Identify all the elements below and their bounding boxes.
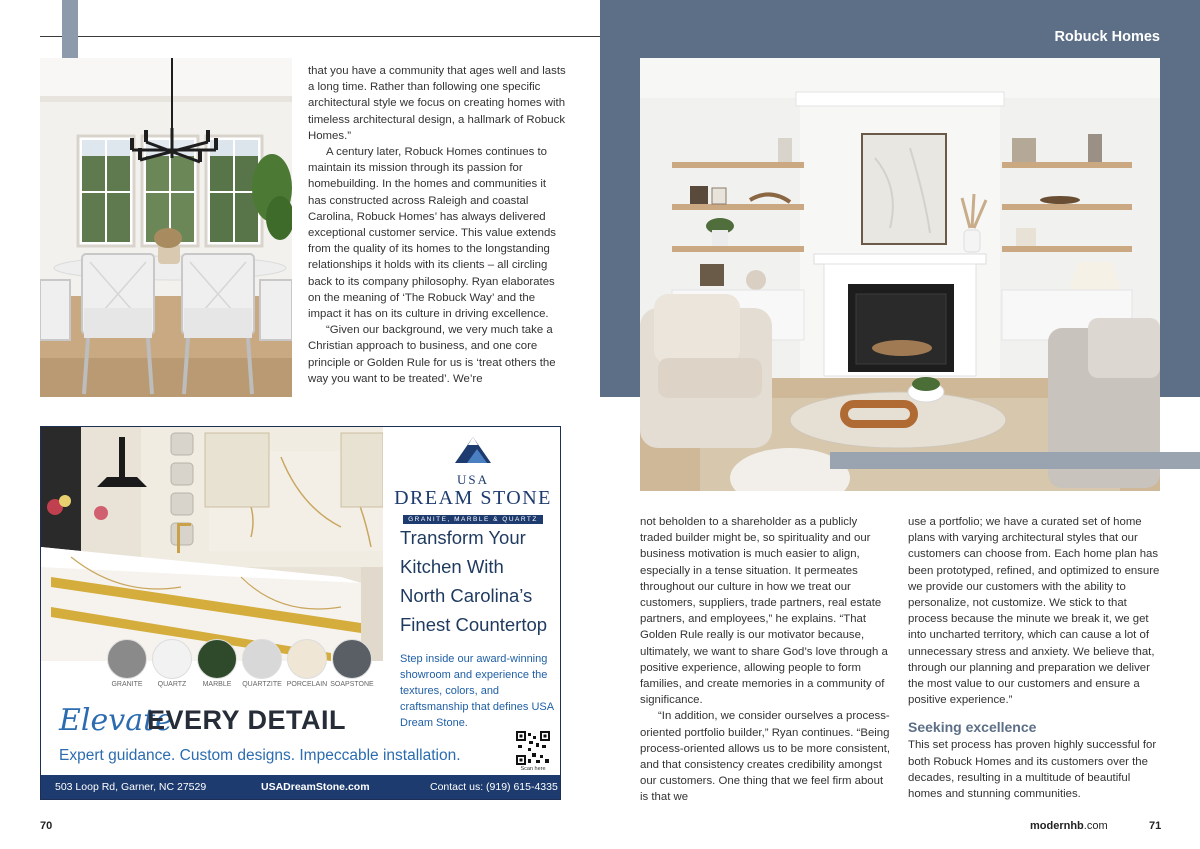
ad-blurb: Step inside our award-winning showroom and experience the textures, colors, and craftsmanship that defines USA Dream Stone. [400,653,554,729]
swatch-label: PORCELAIN [286,681,328,688]
article-column-b [640,514,892,806]
usa-dream-stone-ad[interactable] [40,426,561,800]
swatch-quartz [152,639,192,679]
living-room-photo [640,58,1160,491]
ad-contact[interactable]: Contact us: (919) 615-4335 [430,781,558,793]
swatch-label: SOAPSTONE [330,681,374,688]
mountain-logo-icon [453,435,493,465]
accent-bar-right [830,452,1200,469]
ad-footer-bar [41,775,560,799]
paragraph: “In addition, we consider ourselves a process-oriented portfolio builder,” Ryan continues. “Being process-oriented allows us to be more consistent, and that consistency creates credibility amongst our customers. One thing that we feel firm about is that we [640,710,891,804]
dining-room-photo [40,58,292,397]
paragraph: A century later, Robuck Homes continues to maintain its mission through its passion for homebuilding. In the homes and communities it has constructed across Raleigh and coastal Carolina, Robuck Homes’ has always delivered exceptional customer service. This value extends from the quality of its homes to the longstanding relationships it holds with its clients – all circling back to its company philosophy. Ryan elaborates on the meaning of ‘The Robuck Way’ and the impact it has on its culture in driving excellence. [308,146,556,321]
section-label: Robuck Homes [1054,29,1160,45]
swatch-label: QUARTZ [157,681,187,688]
site-name: modernhb [1030,820,1084,832]
paragraph: use a portfolio; we have a curated set of home plans with varying architectural styles that our customers can choose from. Each home plan has been prototyped, refined, and optimized to ensure we provide our customers with the ability to personalize, not customize. We stick to that process because the minute we break it, we get into uncharted territory, which can cause a lot of unnecessary stress and anxiety. We believe that, through our planning and preparation we deliver the most value to our customers and ensure a positive experience.” [908,516,1160,707]
subhead-seeking-excellence: Seeking excellence [908,719,1037,736]
paragraph: “Given our background, we very much take a Christian approach to business, and one core principle or Golden Rule for us is ‘treat others the way you want to be treated’. We’re [308,324,556,385]
site-tld: .com [1083,820,1108,832]
ad-website-link[interactable]: USADreamStone.com [261,781,370,793]
ad-kitchen-photo [41,427,383,661]
paragraph: that you have a community that ages well and lasts a long time. Rather than following one specific architectural style we focus on creating homes with timeless architectural design, a hallmark of Robuck Homes.” [308,65,566,142]
logo-tagline: GRANITE, MARBLE & QUARTZ [403,515,543,524]
swatch-label: GRANITE [111,681,143,688]
ad-headline-line: Kitchen With [400,556,504,577]
ad-headline-line: Transform Your [400,527,526,548]
logo-brand: DREAM STONE [394,487,552,509]
ad-every-detail: EVERY DETAIL [147,705,347,735]
ad-headline-line: North Carolina’s [400,585,533,606]
dream-stone-logo [393,435,553,526]
ad-headline-line: Finest Countertop [400,614,548,635]
swatch-label: QUARTZITE [242,681,282,688]
ad-services: Expert guidance. Custom designs. Impeccable installation. [59,747,461,764]
article-column-c [908,514,1160,802]
ad-address: 503 Loop Rd, Garner, NC 27529 [55,781,207,793]
paragraph: This set process has proven highly successful for both Robuck Homes and its customers over the decades, resulting in a multitude of beautiful homes and stunning communities. [908,739,1157,801]
qr-code-icon[interactable] [516,731,550,765]
site-url[interactable] [1030,820,1108,832]
page-number-left: 70 [40,820,53,832]
logo-usa: USA [456,472,489,487]
swatch-label: MARBLE [202,681,232,688]
swatch-soapstone [332,639,372,679]
swatch-porcelain [287,639,327,679]
swatch-quartzite [242,639,282,679]
swatch-granite [107,639,147,679]
page-number-right: 71 [1149,820,1162,832]
stone-swatches [107,639,387,689]
paragraph: not beholden to a shareholder as a publicly traded builder might be, so spirituality and our business motivation is much easier to align, especially in a tense situation. It permeates throughout our culture in how we treat our customers, suppliers, trade partners, real estate partners, and employees,” he explains. “That Golden Rule really is our motivator because, ultimately, we want to share God’s love through a positive experience, allowing people to form families, and create memories in a community of significance. [640,516,888,707]
swatch-marble [197,639,237,679]
article-column-a [308,63,566,387]
ad-elevate-script: Elevate [59,703,173,738]
top-rule [40,36,605,37]
ad-headline [400,523,560,639]
scan-here-label: Scan here [520,766,546,772]
